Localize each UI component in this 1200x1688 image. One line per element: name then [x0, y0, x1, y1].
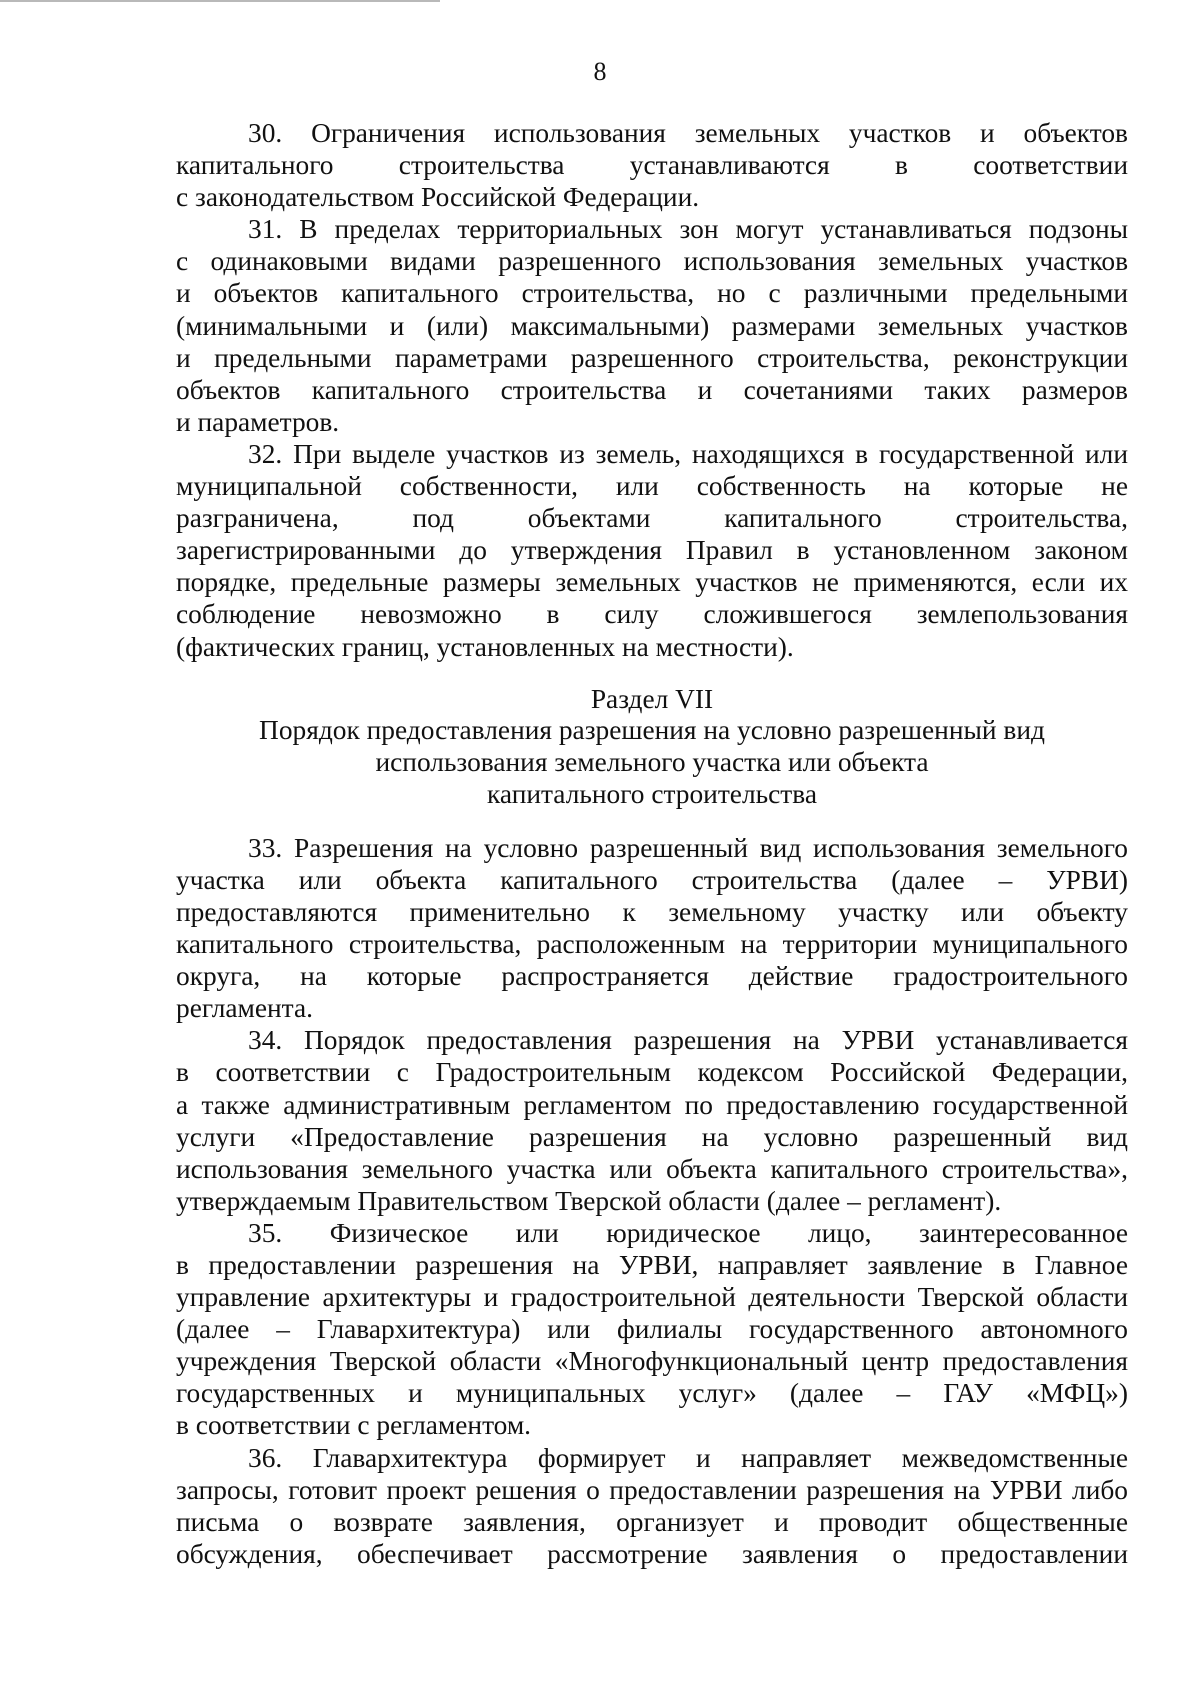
body-paragraph: [176, 438, 1128, 663]
paragraph-line: и параметров.: [176, 406, 340, 437]
paragraph-line: управление архитектуры и градостроительной деятельности Тверской области: [176, 1282, 1128, 1313]
paragraph-line: письма о возврате заявления, организует и проводит общественные: [176, 1506, 1128, 1537]
paragraph-line: (далее – Главархитектура) или филиалы государственного автономного: [176, 1314, 1128, 1345]
paragraph-line: зарегистрированными до утверждения Правил в установленном законом: [176, 535, 1128, 566]
body-paragraph: [176, 1024, 1128, 1217]
paragraph-line: предоставляются применительно к земельному участку или объекту: [176, 896, 1128, 927]
paragraph-line: объектов капитального строительства и сочетаниями таких размеров: [176, 374, 1128, 405]
paragraph-line: 35. Физическое или юридическое лицо, заинтересованное: [248, 1217, 1128, 1248]
paragraph-line: 30. Ограничения использования земельных участков и объектов: [248, 118, 1128, 148]
paragraph-line: утверждаемым Правительством Тверской области (далее – регламент).: [176, 1185, 1002, 1216]
paragraph-line: с законодательством Российской Федерации.: [176, 182, 700, 213]
paragraph-line: соблюдение невозможно в силу сложившегося землепользования: [176, 599, 1128, 630]
paragraph-line: 33. Разрешения на условно разрешенный вид использования земельного: [248, 832, 1128, 863]
paragraph-line: в предоставлении разрешения на УРВИ, направляет заявление в Главное: [176, 1250, 1128, 1280]
top-scan-rule: [0, 0, 440, 2]
section-title-line-2: использования земельного участка или объекта: [375, 747, 929, 778]
paragraph-line: (минимальными и (или) максимальными) размерами земельных участков: [176, 310, 1128, 341]
paragraph-line: 32. При выделе участков из земель, находящихся в государственной или: [248, 438, 1128, 469]
paragraph-line: округа, на которые распространяется действие градостроительного: [176, 961, 1128, 992]
paragraph-line: в соответствии с регламентом.: [176, 1410, 532, 1441]
section-title-line-1: Порядок предоставления разрешения на условно разрешенный вид: [259, 715, 1045, 746]
section-number: Раздел VII: [590, 683, 714, 714]
paragraph-line: и объектов капитального строительства, но с различными предельными: [176, 278, 1128, 309]
body-paragraph: [176, 832, 1128, 1025]
paragraph-line: разграничена, под объектами капитального строительства,: [176, 503, 1128, 534]
paragraph-line: учреждения Тверской области «Многофункциональный центр предоставления: [176, 1346, 1128, 1377]
paragraph-line: а также административным регламентом по предоставлению государственной: [176, 1089, 1128, 1120]
paragraph-line: 31. В пределах территориальных зон могут устанавливаться подзоны: [248, 214, 1128, 245]
paragraph-line: (фактических границ, установленных на местности).: [176, 631, 794, 662]
paragraph-line: 34. Порядок предоставления разрешения на УРВИ устанавливается: [248, 1025, 1128, 1056]
body-paragraph: [176, 1217, 1128, 1442]
section-heading: [176, 684, 1128, 811]
paragraph-line: капитального строительства, расположенным на территории муниципального: [176, 929, 1128, 960]
paragraph-line: регламента.: [176, 993, 313, 1024]
paragraph-line: обсуждения, обеспечивает рассмотрение заявления о предоставлении: [176, 1538, 1128, 1569]
body-paragraph: [176, 213, 1128, 438]
paragraph-line: запросы, готовит проект решения о предоставлении разрешения на УРВИ либо: [176, 1474, 1128, 1505]
body-paragraph: [176, 117, 1128, 213]
document-body: [176, 117, 1128, 1570]
paragraph-line: муниципальной собственности, или собственность на которые не: [176, 471, 1128, 502]
paragraph-line: участка или объекта капитального строительства (далее – УРВИ): [176, 864, 1128, 895]
page-number: 8: [593, 57, 607, 86]
body-paragraph: [176, 1442, 1128, 1570]
paragraph-line: использования земельного участка или объекта капитального строительства»,: [176, 1153, 1128, 1184]
paragraph-line: 36. Главархитектура формирует и направляет межведомственные: [248, 1442, 1128, 1473]
paragraphs-after-section: [176, 832, 1128, 1570]
section-title-line-3: капитального строительства: [487, 778, 817, 809]
paragraph-line: услуги «Предоставление разрешения на условно разрешенный вид: [176, 1121, 1128, 1152]
paragraph-line: порядке, предельные размеры земельных участков не применяются, если их: [176, 567, 1128, 598]
paragraph-line: в соответствии с Градостроительным кодексом Российской Федерации,: [176, 1057, 1128, 1088]
paragraph-line: с одинаковыми видами разрешенного использования земельных участков: [176, 246, 1128, 277]
paragraph-line: и предельными параметрами разрешенного строительства, реконструкции: [176, 342, 1128, 373]
paragraph-line: капитального строительства устанавливаются в соответствии: [176, 150, 1128, 181]
paragraphs-before-section: [176, 117, 1128, 663]
paragraph-line: государственных и муниципальных услуг» (далее – ГАУ «МФЦ»): [176, 1378, 1128, 1409]
